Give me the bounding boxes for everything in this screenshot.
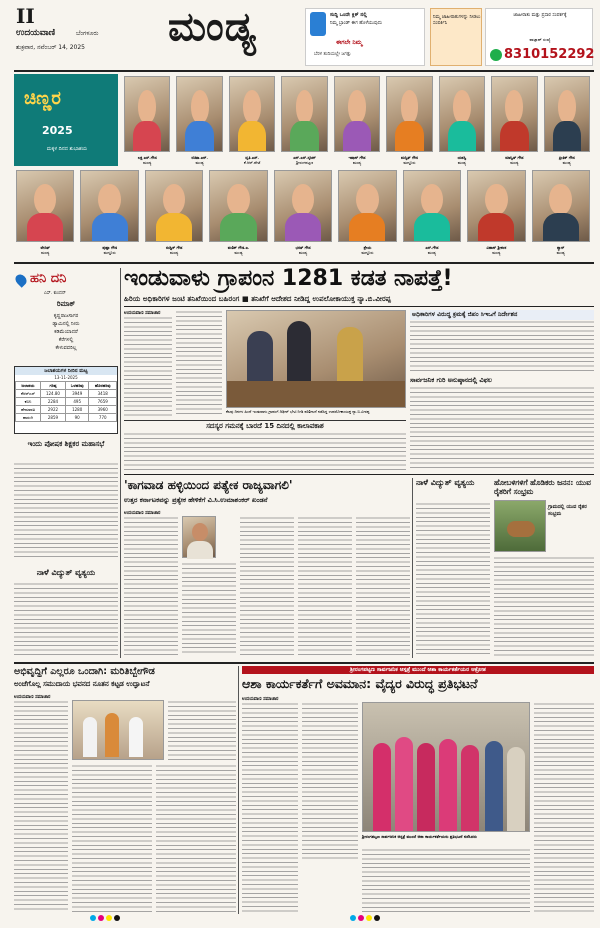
kid-caption [332, 155, 382, 165]
registration-marks [90, 915, 510, 923]
poem-line: ಕೇಳುವವರಿಲ್ಲ [55, 345, 77, 351]
kid-caption [401, 245, 463, 255]
table-header-cell: ಜಲಾಶಯ [16, 382, 41, 390]
kid-caption [437, 155, 487, 165]
kid-photo-card [384, 74, 434, 166]
lead-side-text1 [410, 320, 594, 374]
kid-place: ಮಂಡ್ಯ [143, 160, 152, 165]
story2-head: ನಾಳೆ ವಿದ್ಯುತ್ ವ್ಯತ್ಯಯ [36, 568, 96, 577]
protester-6 [485, 741, 503, 831]
kid-photo [209, 170, 267, 242]
kid-face [421, 184, 444, 216]
kid-place: ಶ್ರೀರಂಗಪಟ್ಟಣ [296, 160, 314, 165]
kid-caption [174, 155, 224, 165]
kid-name: ಲಕ್ಷ ಎಸ್.ಗೌಡ [137, 155, 157, 160]
kid-body [156, 213, 192, 242]
advertisement-phone [485, 8, 593, 66]
right-headline: ಹೋಬಳಿಗಳಿಗೆ ಹೊಡಿಕರು ಜನನ: ಯುವ ರೈತರಿಗೆ ಸಂಭ್ರಮ [494, 478, 591, 496]
kid-face [296, 90, 314, 123]
kid-caption [336, 245, 398, 255]
table-row [16, 406, 117, 414]
kid-photo-card [14, 168, 76, 256]
ad1-line2: ನಿಮ್ಮ ಬ್ರಾಂಡ್ ಈಗ ಹೊಳೆಯುವುದು [330, 21, 383, 26]
kid-place: ಕೆ.ಆರ್.ಪೇಟೆ [243, 160, 261, 165]
kid-face [505, 90, 523, 123]
kid-caption [279, 155, 329, 165]
kid-face [138, 90, 156, 123]
reservoir-table [14, 366, 118, 434]
kid-face [34, 184, 57, 216]
kid-place: ಮಂಡ್ಯ [352, 160, 362, 165]
kid-face [453, 90, 471, 123]
table-cell: 1280 [65, 406, 89, 414]
bl-byline: ಉದಯವಾಣಿ ಸಮಾಚಾರ [14, 695, 51, 700]
lead-side-head1: ಅಧಿಕಾರಿಗಳ ವಿರುದ್ಧ ಕ್ರಮಕ್ಕೆ ಜಿಪಂ ಸಿಇಒಗೆ ನಿರ್ದೇಶನ [410, 310, 594, 320]
kid-body [185, 121, 213, 152]
table-header-cell: ಗರಿಷ್ಠ [40, 382, 65, 390]
kid-body [500, 121, 528, 152]
kid-photo-card [336, 168, 398, 256]
kid-body [343, 121, 371, 152]
kid-place: ಮಂಡ್ಯ [556, 250, 565, 255]
br-byline: ಉದಯವಾಣಿ ಸಮಾಚಾರ [242, 697, 279, 702]
br-headline: ಆಶಾ ಕಾರ್ಯಕರ್ತೆಗೆ ಅವಮಾನ: ವೈದ್ಯರ ವಿರುದ್ಧ ಪ್ರತಿಭಟನೆ [242, 676, 478, 691]
kid-name: ಶ್ವಾನ್ [557, 245, 565, 250]
poem-title: ರಿಮಾಕ್ [56, 300, 76, 308]
table-cell: 7659 [89, 398, 117, 406]
kid-face [485, 184, 508, 216]
dateline: ಶುಕ್ರವಾರ, ನವೆಂಬರ್ 14, 2025 [16, 44, 85, 51]
kid-name: ಯಶಸ್ವಿ [457, 155, 467, 160]
kid-name: ಮನ್ವಿತ್ ಗೌಡ [401, 155, 418, 160]
page-number: II [16, 4, 35, 28]
kid-place: ಮಂಡ್ಯ [510, 160, 519, 165]
mid-rule [124, 474, 594, 475]
lead-box [124, 420, 406, 470]
poem-line: ಕೆರೆಗಳಲ್ಲಿ [58, 337, 74, 343]
bl-headline: ಅಭಿವೃದ್ಧಿಗೆ ಎಲ್ಲರೂ ಒಂದಾಗಿ: ಮರಿತಿಬ್ಬೇಗೌಡ [14, 666, 155, 677]
lead-side-head2: ಸಾರ್ವಜನಿಕ ಗುರಿ ಅನುಷ್ಠಾನದಲ್ಲಿ ವಿಫಲ [410, 376, 492, 384]
table-cell: 3418 [89, 390, 117, 398]
kid-body [448, 121, 476, 152]
kid-place: ಮದ್ದೂರು [103, 250, 116, 255]
mid-headline: 'ಕಾಗವಾಡ ಹಳ್ಳಿಯಿಂದ ಪತ್ಯೇಕ ರಾಜ್ಯವಾಗಲಿ' [124, 478, 293, 492]
bl-col3 [72, 764, 152, 912]
kid-photo [16, 170, 74, 242]
right-photo-label: ಗ್ರಾಮದಲ್ಲಿ ಯುವ ರೈತರ ಸಂಭ್ರಮ [548, 504, 587, 517]
lead-photo [226, 310, 406, 408]
lead-col2 [176, 310, 222, 416]
kid-name: ಪ್ರೀತಿಕ್ ಗೌಡ [558, 155, 575, 160]
mid-byline: ಉದಯವಾಣಿ ಸಮಾಚಾರ [124, 511, 161, 516]
kid-photo [544, 76, 590, 152]
kid-face [348, 90, 366, 123]
br-col3 [362, 848, 530, 912]
bottom-divider [238, 666, 239, 914]
kid-photo-card [489, 74, 539, 166]
kid-caption [530, 245, 592, 255]
kid-place: ಮಂಡ್ಯ [427, 250, 436, 255]
kid-place: ಮಂಡ್ಯ [457, 160, 466, 165]
story1-head: ಇಂದು ಪೋಷಕ ಶಿಕ್ಷಕರ ಮಹಾಸಭೆ [27, 440, 105, 448]
whatsapp-icon [490, 49, 502, 61]
kid-photo-card [272, 168, 334, 256]
table-title: ಜಲಾಶಯಗಳ ನೀರಿನ ಮಟ್ಟ [15, 367, 117, 375]
mid-portrait [182, 516, 216, 558]
kid-name: ಪುಷ್ಪಾ ಗೌಡ [102, 245, 117, 250]
hani-dani-logo: ಹನಿ ದನಿ [30, 271, 67, 286]
poem [14, 312, 118, 352]
kid-photo-card [332, 74, 382, 166]
kid-photo-card [78, 168, 140, 256]
badge-title: ಚಿಣ್ಣರ [24, 88, 61, 109]
br-photo-caption: ಶ್ರೀರಂಗಪಟ್ಟಣ ಸಾರ್ವಜನಿಕ ಆಸ್ಪತ್ರೆ ಮುಂದೆ ಆಶಾ ಕಾರ್ಯಕರ್ತೆಯರು ಪ್ರತಿಭಟನೆ ನಡೆಸಿದರು [362, 834, 477, 839]
table-cell: ಹಾರಂಗಿ [16, 414, 41, 422]
kid-name: ಎಸ್.ಗೌಡ [425, 245, 439, 250]
bottom-right-story [242, 666, 594, 914]
kid-name: ಶ್ರೇಯ [363, 245, 372, 250]
right-photo [494, 500, 546, 552]
kid-body [414, 213, 450, 242]
badge-year: 2025 [42, 124, 73, 137]
br-col1 [242, 702, 298, 912]
lead-subhead: ಹಿರಿಯ ಅಧಿಕಾರಿಗಳ ಜಂಟಿ ತನಿಖೆಯಿಂದ ಬಹಿರಂಗ ■ ತನಿಖೆಗೆ ಆದೇಶದ ನೀಡಿದ್ದ ಉಪಲೋಕಾಯುಕ್ತ ನ್ಯಾ.ಬಿ.ವೀರಪ್ಪ [124, 294, 391, 303]
kids-row-1 [122, 74, 594, 166]
ad-phone-number: 8310152292 [504, 47, 595, 62]
kids-badge [14, 74, 118, 166]
kid-caption [78, 245, 140, 255]
badge-sub: ಮಕ್ಕಳ ದಿನದ ಶುಭಾಶಯ [46, 146, 88, 152]
kid-caption [489, 155, 539, 165]
lead-headline: ಇಂಡುವಾಳು ಗ್ರಾಪಂನ 1281 ಕಡತ ನಾಪತ್ತೆ! [124, 266, 453, 291]
br-kicker: ಶ್ರೀರಂಗಪಟ್ಟಣ ಸಾರ್ವಜನಿಕ ಆಸ್ಪತ್ರೆ ಮುಂದೆ ಆಶಾ ಕಾರ್ಯಕರ್ತೆಯರ ಆಕ್ರೋಶ [242, 666, 594, 674]
kid-body [220, 213, 256, 242]
calf-shape [507, 521, 535, 537]
mid-divider [412, 478, 413, 658]
kid-photo-card [227, 74, 277, 166]
kid-photo-card [465, 168, 527, 256]
mid-story [124, 478, 410, 658]
kid-photo [80, 170, 138, 242]
table-cell: 770 [89, 414, 117, 422]
kid-body [290, 121, 318, 152]
advertisement-contact [430, 8, 482, 66]
kid-caption [227, 155, 277, 165]
reg-black [114, 915, 120, 921]
hani-byline: ಎಸ್. ಕುಂದನ್ [44, 291, 66, 296]
table-desk [227, 381, 405, 407]
br-col4 [534, 702, 594, 912]
left-column [14, 268, 118, 658]
reg-yellow-2 [366, 915, 372, 921]
kid-name: ಎನ್.ಎಸ್.ಸೃಜನ್ [293, 155, 316, 160]
story1-text [14, 462, 118, 560]
table-header-cell: ಒಳಹರಿವು [65, 382, 89, 390]
lead-box-text [124, 432, 406, 470]
kid-place: ಮಂಡ್ಯ [169, 250, 179, 255]
kid-body [285, 213, 321, 242]
power-text [416, 502, 490, 656]
kid-photo [532, 170, 590, 242]
left-divider [120, 268, 121, 658]
reservoir-data [15, 381, 117, 422]
lead-story [124, 266, 594, 472]
kid-face [98, 184, 121, 216]
table-cell: 2859 [40, 414, 65, 422]
bottom-rule [14, 662, 594, 664]
advertisement-app [305, 8, 425, 66]
mid-col5 [356, 516, 410, 656]
table-cell: ಹೇಮಾವತಿ [16, 406, 41, 414]
kid-place: ಮದ್ದೂರು [361, 250, 374, 255]
kid-photo [338, 170, 396, 242]
kid-photo [491, 76, 537, 152]
power-head: ನಾಳೆ ವಿದ್ಯುತ್ ವ್ಯತ್ಯಯ [416, 478, 475, 487]
kid-body [238, 121, 266, 152]
table-row [16, 398, 117, 406]
protester-4 [439, 739, 457, 831]
protester-7 [507, 747, 525, 831]
kid-name: ಮಾನ್ವಿತ್ ಗೌಡ [505, 155, 524, 160]
kid-photo [124, 76, 170, 152]
kid-caption [143, 245, 205, 255]
lead-box-head: ಸದಸ್ಯರ ಗಮನಕ್ಕೆ ಬಾರದೆ 15 ದಿನದಲ್ಲಿ ಕಾಲಾವಕಾಶ [206, 422, 324, 430]
table-cell: 3960 [89, 406, 117, 414]
kid-place: ಮಂಡ್ಯ [195, 160, 204, 165]
reg-magenta-2 [358, 915, 364, 921]
kid-caption [14, 245, 76, 255]
kid-caption [122, 155, 172, 165]
kid-name: ರುಥ್ವಿಕ್ ಗೌಡ [165, 245, 183, 250]
kid-place: ಮಂಡ್ಯ [492, 250, 501, 255]
kid-name: ವಿಹಾನ್ ಶ್ರೀಕಂಠ [486, 245, 507, 250]
table-header-row [16, 382, 117, 390]
kid-place: ಮದ್ದೂರು [403, 160, 416, 165]
kid-place: ಮಂಡ್ಯ [298, 250, 308, 255]
kid-caption [384, 155, 434, 165]
drop-icon [13, 272, 29, 288]
table-date: 13-11-2025 [54, 375, 78, 380]
kid-photo [467, 170, 525, 242]
kid-face [292, 184, 315, 216]
masthead-rule [14, 70, 594, 72]
kid-photo-card [279, 74, 329, 166]
power-story [416, 478, 490, 658]
portrait-body [187, 541, 213, 559]
poem-line: ಡ್ಯಾಮಿನಲ್ಲಿ ನೀರು [52, 321, 80, 327]
kid-face [227, 184, 250, 216]
poem-line: ಕಡಿಮೆಯಾದರೆ [54, 329, 78, 335]
reg-black-2 [374, 915, 380, 921]
kid-face [558, 90, 576, 123]
kid-place: ಮಂಡ್ಯ [562, 160, 571, 165]
ad1-line3: ಈಗಲೇ ನಿಮ್ಮ [336, 39, 363, 46]
table-cell: ಕೆಆರ್‌ಎಸ್ [16, 390, 41, 398]
kid-face [401, 90, 419, 123]
kid-face [243, 90, 261, 123]
kid-body [478, 213, 514, 242]
bl-col1 [14, 700, 68, 912]
kid-face [191, 90, 209, 123]
kid-photo [176, 76, 222, 152]
kid-face [549, 184, 572, 216]
table-cell: 2284 [40, 398, 65, 406]
bl-person-3 [129, 717, 143, 757]
table-cell: 2922 [40, 406, 65, 414]
ad1-line1: ಸುದ್ದಿ ಒಂದೇ ಕ್ಲಿಕ್ ನಲ್ಲಿ [330, 12, 367, 18]
right-story [494, 478, 594, 658]
ad3-text: ಜಾಹೀರಾತು ಮತ್ತು ಪ್ರಸಾರ ಸಂಪರ್ಕಕ್ಕೆ [513, 13, 567, 18]
table-cell: ಕಬಿನಿ [16, 398, 41, 406]
kid-photo [403, 170, 461, 242]
section-rule [14, 262, 594, 264]
kid-body [543, 213, 579, 242]
kid-caption [207, 245, 269, 255]
ad1-line4: ಬೆರಳ ತುದಿಯಲ್ಲೇ ಜಗತ್ತು [314, 52, 352, 57]
reg-cyan [90, 915, 96, 921]
kid-photo-card [174, 74, 224, 166]
kid-name: ಇಷಾನ್ ಗೌಡ [348, 155, 366, 160]
kid-photo [274, 170, 332, 242]
kid-photo-card [542, 74, 592, 166]
kid-body [92, 213, 128, 242]
kid-photo [334, 76, 380, 152]
table-row [16, 390, 117, 398]
bl-person-2 [105, 713, 119, 757]
mid-subhead: ಉತ್ತರ ಕರ್ನಾಟಕವನ್ನು ಪ್ರತ್ಯೇಕ ಹೇಳಿಕೆಗೆ ವಿ.ಸಿ.ಉಮಾಶಂಕರ್ ಖಂಡನೆ [124, 496, 268, 504]
bl-photo [72, 700, 164, 760]
kid-photo [281, 76, 327, 152]
bl-col4 [156, 764, 236, 912]
kid-place: ಮಂಡ್ಯ [41, 250, 50, 255]
kid-photo-card [530, 168, 592, 256]
bl-col2 [168, 700, 236, 760]
reg-cyan-2 [350, 915, 356, 921]
kid-body [395, 121, 423, 152]
kid-name: ರಚಿತಾ.ಎನ್. [191, 155, 208, 160]
kid-place: ಮಂಡ್ಯ [234, 250, 243, 255]
lead-photo-caption: ಕೆಲವು ದಿನಗಳ ಹಿಂದೆ ಇಂಡುವಾಳು ಗ್ರಾಪಂಗೆ ದಿಢೀರ್ ಭೇಟಿ ನೀಡಿ ಪರಿಶೀಲನೆ ನಡೆಸಿದ್ದ ಉಪಲೋಕಾಯುಕ್ತ ನ್ಯಾ.ಬಿ.ವೀರಪ್ಪ [226, 409, 370, 414]
kids-section [14, 74, 594, 256]
paper-name: ಉದಯವಾಣಿ [16, 28, 56, 38]
protester-3 [417, 743, 435, 831]
protester-2 [395, 737, 413, 831]
right-text [494, 556, 594, 656]
br-col2 [302, 702, 358, 860]
district-title: ಮಂಡ್ಯ [168, 4, 257, 50]
reg-magenta [98, 915, 104, 921]
kids-row-2 [14, 168, 594, 256]
kid-caption [542, 155, 592, 165]
mid-col4 [298, 516, 352, 656]
table-row [16, 414, 117, 422]
lead-rule [124, 306, 594, 307]
kid-face [356, 184, 379, 216]
br-photo [362, 702, 530, 832]
kid-photo-card [143, 168, 205, 256]
mid-col2 [182, 562, 236, 656]
kid-photo [229, 76, 275, 152]
phone-icon [310, 12, 326, 36]
lead-byline: ಉದಯವಾಣಿ ಸಮಾಚಾರ [124, 311, 161, 316]
kid-caption [465, 245, 527, 255]
story2-text [14, 582, 118, 658]
lead-col1 [124, 316, 172, 416]
mid-col1 [124, 516, 178, 656]
kid-photo-card [122, 74, 172, 166]
poem-line: ಕೃಷ್ಣರಾಜಸಾಗರ [53, 313, 79, 319]
table-cell: 495 [65, 398, 89, 406]
kid-body [553, 121, 581, 152]
whatsapp-label: ವಾಟ್ಸಾಪ್ ಸಂಖ್ಯೆ [529, 37, 551, 42]
reg-yellow [106, 915, 112, 921]
kid-photo [386, 76, 432, 152]
kid-photo [439, 76, 485, 152]
table-cell: 3949 [65, 390, 89, 398]
table-cell: 90 [65, 414, 89, 422]
kid-caption [272, 245, 334, 255]
kid-body [27, 213, 63, 242]
kid-name: ವಂಶಿಕ್ ಗೌಡ.ಎ. [227, 245, 250, 250]
kid-name: ಧೃತಿ.ಎಸ್. [245, 155, 259, 160]
bl-person-1 [83, 717, 97, 757]
protester-1 [373, 743, 391, 831]
table-header-cell: ಹೊರಹರಿವು [89, 382, 117, 390]
kid-body [349, 213, 385, 242]
masthead [0, 0, 600, 72]
kid-name: ಭರತ್ ಗೌಡ [295, 245, 311, 250]
table-cell: 124.80 [40, 390, 65, 398]
kid-name: ವೇದಿತ್ [40, 245, 50, 250]
protester-5 [461, 745, 479, 831]
kid-body [133, 121, 161, 152]
kid-photo-card [207, 168, 269, 256]
lead-side-text2 [410, 386, 594, 470]
kid-photo [145, 170, 203, 242]
ad2-text: ನಿಮ್ಮ ಜಾಹೀರಾತುಗಳನ್ನು ನೀಡಲು ಸಂಪರ್ಕಿಸಿ [433, 15, 481, 26]
edition: ಬೆಂಗಳೂರು [76, 30, 99, 37]
kid-photo-card [437, 74, 487, 166]
bl-subhead: ಅಂಚೆಗೊಲ್ಲ ಸಮುದಾಯ ಭವನದ ನೂತನ ಕಟ್ಟಡ ಉದ್ಘಾಟನೆ [14, 680, 150, 688]
bottom-left-story [14, 666, 236, 914]
kid-photo-card [401, 168, 463, 256]
portrait-face [192, 523, 208, 541]
mid-col3 [240, 516, 294, 656]
kid-face [163, 184, 186, 216]
